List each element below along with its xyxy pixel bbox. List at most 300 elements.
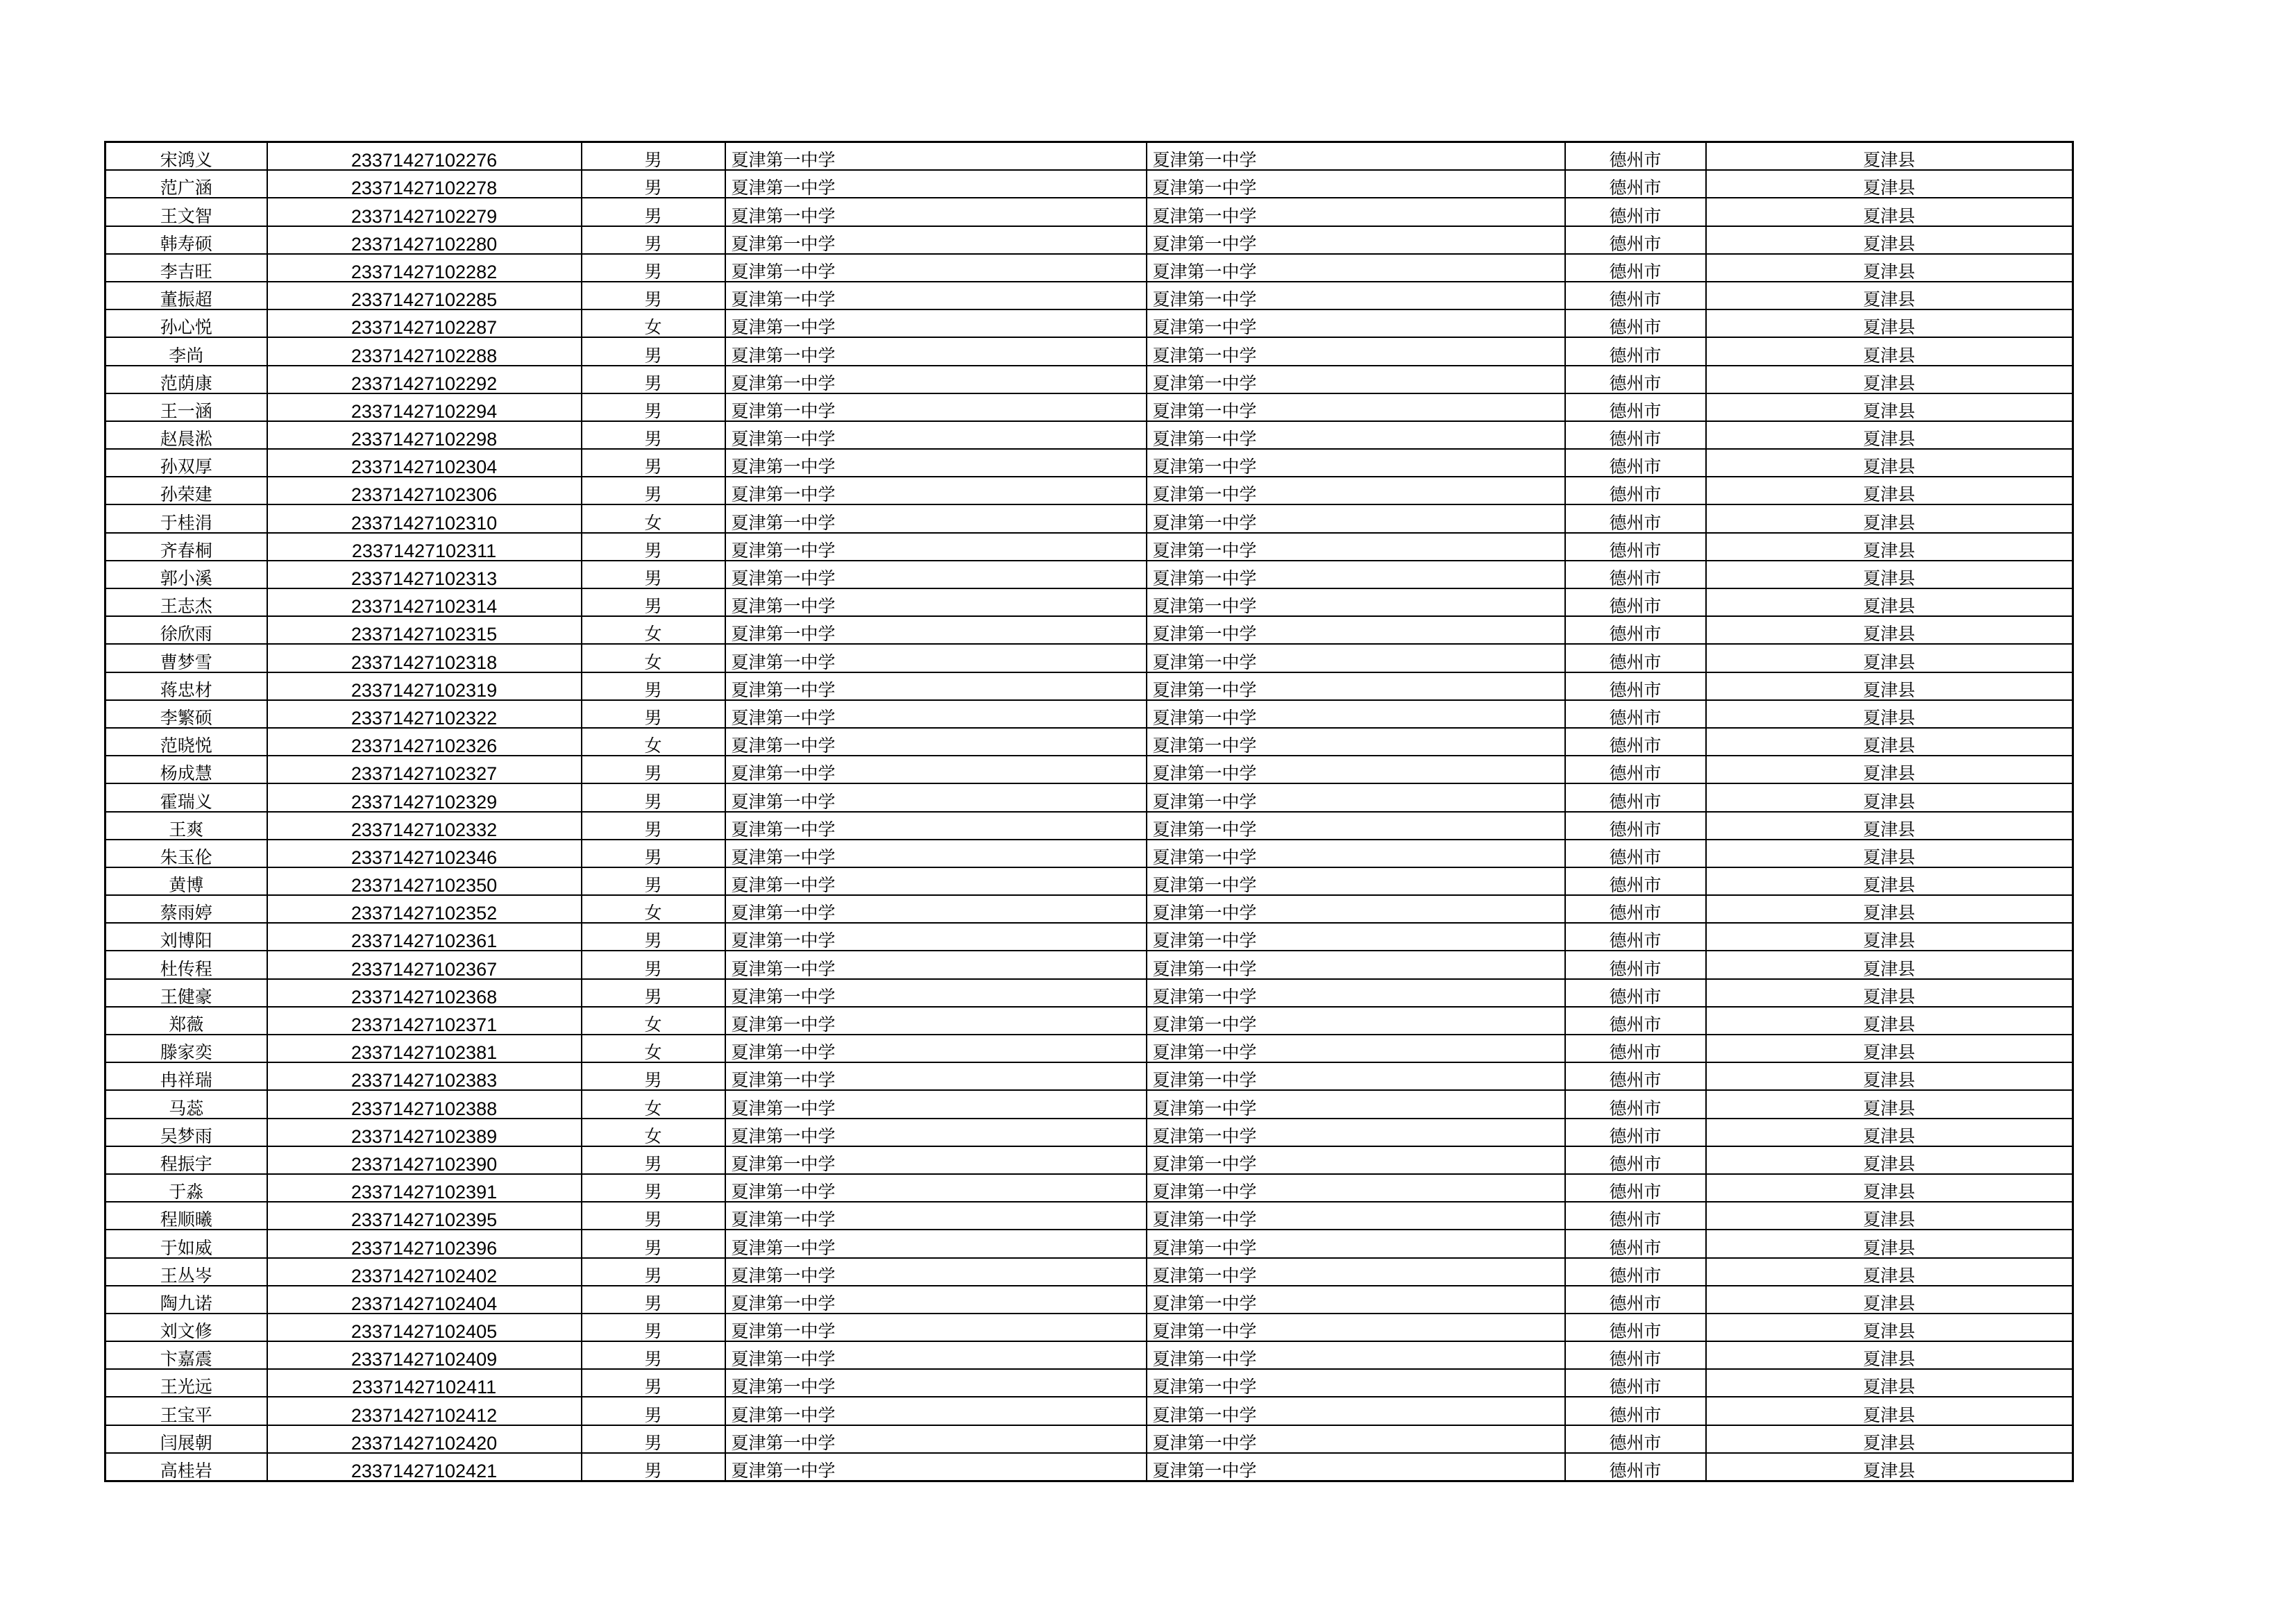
school-name-cell: 夏津第一中学 (725, 366, 1147, 393)
table-row (105, 1314, 2073, 1341)
county-name-cell: 夏津县 (1706, 504, 2073, 532)
gender-cell: 男 (582, 1146, 725, 1174)
exam-site-cell: 夏津第一中学 (1147, 783, 1565, 811)
exam-number-cell: 23371427102388 (267, 1090, 582, 1118)
student-name-cell: 蒋忠材 (105, 672, 267, 700)
gender-cell: 男 (582, 923, 725, 951)
city-name-cell: 德州市 (1565, 198, 1706, 226)
exam-number-cell: 23371427102326 (267, 728, 582, 756)
student-name-cell: 曹梦雪 (105, 644, 267, 672)
county-name-cell: 夏津县 (1706, 728, 2073, 756)
table-row (105, 337, 2073, 365)
exam-site-cell: 夏津第一中学 (1147, 366, 1565, 393)
school-name-cell: 夏津第一中学 (725, 170, 1147, 198)
table-row (105, 504, 2073, 532)
school-name-cell: 夏津第一中学 (725, 421, 1147, 449)
table-row (105, 1369, 2073, 1397)
city-name-cell: 德州市 (1565, 1119, 1706, 1146)
exam-number-cell: 23371427102314 (267, 588, 582, 616)
city-name-cell: 德州市 (1565, 756, 1706, 783)
school-name-cell: 夏津第一中学 (725, 979, 1147, 1007)
exam-site-cell: 夏津第一中学 (1147, 477, 1565, 504)
city-name-cell: 德州市 (1565, 1425, 1706, 1453)
gender-cell: 女 (582, 728, 725, 756)
student-name-cell: 王丛岑 (105, 1258, 267, 1286)
student-name-cell: 王文智 (105, 198, 267, 226)
county-name-cell: 夏津县 (1706, 1286, 2073, 1314)
gender-cell: 男 (582, 254, 725, 282)
exam-number-cell: 23371427102390 (267, 1146, 582, 1174)
exam-site-cell: 夏津第一中学 (1147, 1146, 1565, 1174)
gender-cell: 男 (582, 449, 725, 477)
city-name-cell: 德州市 (1565, 142, 1706, 171)
school-name-cell: 夏津第一中学 (725, 337, 1147, 365)
county-name-cell: 夏津县 (1706, 1119, 2073, 1146)
city-name-cell: 德州市 (1565, 783, 1706, 811)
table-row (105, 1174, 2073, 1202)
exam-site-cell: 夏津第一中学 (1147, 1341, 1565, 1369)
table-row (105, 700, 2073, 728)
exam-number-cell: 23371427102361 (267, 923, 582, 951)
student-name-cell: 韩寿硕 (105, 226, 267, 254)
exam-site-cell: 夏津第一中学 (1147, 1369, 1565, 1397)
exam-site-cell: 夏津第一中学 (1147, 812, 1565, 840)
county-name-cell: 夏津县 (1706, 1397, 2073, 1425)
county-name-cell: 夏津县 (1706, 1453, 2073, 1481)
table-row (105, 1258, 2073, 1286)
school-name-cell: 夏津第一中学 (725, 309, 1147, 337)
gender-cell: 男 (582, 477, 725, 504)
school-name-cell: 夏津第一中学 (725, 728, 1147, 756)
gender-cell: 男 (582, 1230, 725, 1257)
exam-number-cell: 23371427102396 (267, 1230, 582, 1257)
exam-site-cell: 夏津第一中学 (1147, 672, 1565, 700)
exam-number-cell: 23371427102288 (267, 337, 582, 365)
gender-cell: 女 (582, 1007, 725, 1035)
exam-number-cell: 23371427102367 (267, 951, 582, 978)
school-name-cell: 夏津第一中学 (725, 504, 1147, 532)
gender-cell: 男 (582, 337, 725, 365)
gender-cell: 男 (582, 282, 725, 309)
exam-site-cell: 夏津第一中学 (1147, 1397, 1565, 1425)
student-name-cell: 李吉旺 (105, 254, 267, 282)
student-name-cell: 赵晨淞 (105, 421, 267, 449)
gender-cell: 男 (582, 812, 725, 840)
city-name-cell: 德州市 (1565, 1062, 1706, 1090)
city-name-cell: 德州市 (1565, 449, 1706, 477)
exam-site-cell: 夏津第一中学 (1147, 393, 1565, 421)
county-name-cell: 夏津县 (1706, 1258, 2073, 1286)
school-name-cell: 夏津第一中学 (725, 1369, 1147, 1397)
county-name-cell: 夏津县 (1706, 1174, 2073, 1202)
county-name-cell: 夏津县 (1706, 588, 2073, 616)
student-name-cell: 王志杰 (105, 588, 267, 616)
county-name-cell: 夏津县 (1706, 1035, 2073, 1062)
table-row (105, 1007, 2073, 1035)
gender-cell: 男 (582, 170, 725, 198)
student-name-cell: 王一涵 (105, 393, 267, 421)
student-name-cell: 陶九诺 (105, 1286, 267, 1314)
county-name-cell: 夏津县 (1706, 477, 2073, 504)
table-row (105, 477, 2073, 504)
county-name-cell: 夏津县 (1706, 226, 2073, 254)
table-row (105, 812, 2073, 840)
table-row (105, 923, 2073, 951)
exam-number-cell: 23371427102285 (267, 282, 582, 309)
exam-site-cell: 夏津第一中学 (1147, 1035, 1565, 1062)
student-name-cell: 范晓悦 (105, 728, 267, 756)
exam-number-cell: 23371427102327 (267, 756, 582, 783)
county-name-cell: 夏津县 (1706, 840, 2073, 867)
county-name-cell: 夏津县 (1706, 1062, 2073, 1090)
student-name-cell: 霍瑞义 (105, 783, 267, 811)
student-name-cell: 孙双厚 (105, 449, 267, 477)
city-name-cell: 德州市 (1565, 1174, 1706, 1202)
table-row (105, 1341, 2073, 1369)
school-name-cell: 夏津第一中学 (725, 393, 1147, 421)
table-row (105, 1035, 2073, 1062)
exam-site-cell: 夏津第一中学 (1147, 226, 1565, 254)
student-name-cell: 朱玉伦 (105, 840, 267, 867)
gender-cell: 男 (582, 867, 725, 895)
city-name-cell: 德州市 (1565, 254, 1706, 282)
school-name-cell: 夏津第一中学 (725, 1007, 1147, 1035)
exam-site-cell: 夏津第一中学 (1147, 533, 1565, 561)
exam-site-cell: 夏津第一中学 (1147, 170, 1565, 198)
exam-site-cell: 夏津第一中学 (1147, 309, 1565, 337)
school-name-cell: 夏津第一中学 (725, 867, 1147, 895)
student-name-cell: 程振宇 (105, 1146, 267, 1174)
school-name-cell: 夏津第一中学 (725, 282, 1147, 309)
school-name-cell: 夏津第一中学 (725, 616, 1147, 644)
table-row (105, 951, 2073, 978)
table-row (105, 421, 2073, 449)
county-name-cell: 夏津县 (1706, 282, 2073, 309)
gender-cell: 女 (582, 616, 725, 644)
gender-cell: 男 (582, 561, 725, 588)
exam-number-cell: 23371427102332 (267, 812, 582, 840)
exam-number-cell: 23371427102412 (267, 1397, 582, 1425)
exam-number-cell: 23371427102318 (267, 644, 582, 672)
city-name-cell: 德州市 (1565, 1314, 1706, 1341)
county-name-cell: 夏津县 (1706, 951, 2073, 978)
county-name-cell: 夏津县 (1706, 1369, 2073, 1397)
school-name-cell: 夏津第一中学 (725, 1397, 1147, 1425)
gender-cell: 男 (582, 951, 725, 978)
gender-cell: 男 (582, 1314, 725, 1341)
exam-site-cell: 夏津第一中学 (1147, 1119, 1565, 1146)
exam-number-cell: 23371427102420 (267, 1425, 582, 1453)
exam-number-cell: 23371427102298 (267, 421, 582, 449)
exam-number-cell: 23371427102389 (267, 1119, 582, 1146)
city-name-cell: 德州市 (1565, 616, 1706, 644)
city-name-cell: 德州市 (1565, 366, 1706, 393)
exam-site-cell: 夏津第一中学 (1147, 449, 1565, 477)
exam-number-cell: 23371427102278 (267, 170, 582, 198)
city-name-cell: 德州市 (1565, 561, 1706, 588)
county-name-cell: 夏津县 (1706, 421, 2073, 449)
gender-cell: 男 (582, 1425, 725, 1453)
table-row (105, 309, 2073, 337)
school-name-cell: 夏津第一中学 (725, 561, 1147, 588)
city-name-cell: 德州市 (1565, 867, 1706, 895)
school-name-cell: 夏津第一中学 (725, 1062, 1147, 1090)
county-name-cell: 夏津县 (1706, 1425, 2073, 1453)
school-name-cell: 夏津第一中学 (725, 672, 1147, 700)
gender-cell: 男 (582, 588, 725, 616)
table-row (105, 1425, 2073, 1453)
city-name-cell: 德州市 (1565, 533, 1706, 561)
exam-number-cell: 23371427102313 (267, 561, 582, 588)
county-name-cell: 夏津县 (1706, 700, 2073, 728)
city-name-cell: 德州市 (1565, 728, 1706, 756)
exam-site-cell: 夏津第一中学 (1147, 1258, 1565, 1286)
student-name-cell: 王爽 (105, 812, 267, 840)
exam-number-cell: 23371427102411 (267, 1369, 582, 1397)
table-row (105, 1146, 2073, 1174)
exam-site-cell: 夏津第一中学 (1147, 979, 1565, 1007)
exam-site-cell: 夏津第一中学 (1147, 1230, 1565, 1257)
school-name-cell: 夏津第一中学 (725, 226, 1147, 254)
county-name-cell: 夏津县 (1706, 393, 2073, 421)
school-name-cell: 夏津第一中学 (725, 477, 1147, 504)
exam-site-cell: 夏津第一中学 (1147, 616, 1565, 644)
gender-cell: 男 (582, 979, 725, 1007)
exam-number-cell: 23371427102315 (267, 616, 582, 644)
city-name-cell: 德州市 (1565, 393, 1706, 421)
county-name-cell: 夏津县 (1706, 1230, 2073, 1257)
exam-number-cell: 23371427102280 (267, 226, 582, 254)
table-row (105, 1062, 2073, 1090)
exam-site-cell: 夏津第一中学 (1147, 1425, 1565, 1453)
exam-number-cell: 23371427102287 (267, 309, 582, 337)
county-name-cell: 夏津县 (1706, 1090, 2073, 1118)
county-name-cell: 夏津县 (1706, 923, 2073, 951)
exam-site-cell: 夏津第一中学 (1147, 504, 1565, 532)
table-row (105, 366, 2073, 393)
student-name-cell: 闫展朝 (105, 1425, 267, 1453)
school-name-cell: 夏津第一中学 (725, 783, 1147, 811)
county-name-cell: 夏津县 (1706, 616, 2073, 644)
table-row (105, 728, 2073, 756)
student-name-cell: 杨成慧 (105, 756, 267, 783)
exam-number-cell: 23371427102319 (267, 672, 582, 700)
table-row (105, 226, 2073, 254)
gender-cell: 女 (582, 1035, 725, 1062)
school-name-cell: 夏津第一中学 (725, 700, 1147, 728)
student-name-cell: 王光远 (105, 1369, 267, 1397)
table-row (105, 840, 2073, 867)
gender-cell: 男 (582, 142, 725, 171)
table-row (105, 1397, 2073, 1425)
table-row (105, 1202, 2073, 1230)
table-row (105, 672, 2073, 700)
gender-cell: 男 (582, 700, 725, 728)
exam-number-cell: 23371427102310 (267, 504, 582, 532)
student-name-cell: 蔡雨婷 (105, 895, 267, 923)
exam-number-cell: 23371427102346 (267, 840, 582, 867)
county-name-cell: 夏津县 (1706, 142, 2073, 171)
school-name-cell: 夏津第一中学 (725, 588, 1147, 616)
county-name-cell: 夏津县 (1706, 783, 2073, 811)
county-name-cell: 夏津县 (1706, 1314, 2073, 1341)
gender-cell: 男 (582, 421, 725, 449)
student-name-cell: 王宝平 (105, 1397, 267, 1425)
table-row (105, 1286, 2073, 1314)
county-name-cell: 夏津县 (1706, 1146, 2073, 1174)
school-name-cell: 夏津第一中学 (725, 142, 1147, 171)
table-row (105, 895, 2073, 923)
student-name-cell: 范广涵 (105, 170, 267, 198)
school-name-cell: 夏津第一中学 (725, 533, 1147, 561)
city-name-cell: 德州市 (1565, 1369, 1706, 1397)
exam-number-cell: 23371427102352 (267, 895, 582, 923)
county-name-cell: 夏津县 (1706, 867, 2073, 895)
county-name-cell: 夏津县 (1706, 198, 2073, 226)
exam-site-cell: 夏津第一中学 (1147, 588, 1565, 616)
city-name-cell: 德州市 (1565, 170, 1706, 198)
city-name-cell: 德州市 (1565, 1341, 1706, 1369)
gender-cell: 女 (582, 504, 725, 532)
gender-cell: 女 (582, 1119, 725, 1146)
student-name-cell: 孙荣建 (105, 477, 267, 504)
gender-cell: 男 (582, 1062, 725, 1090)
county-name-cell: 夏津县 (1706, 812, 2073, 840)
exam-number-cell: 23371427102306 (267, 477, 582, 504)
gender-cell: 男 (582, 1341, 725, 1369)
exam-site-cell: 夏津第一中学 (1147, 561, 1565, 588)
exam-site-cell: 夏津第一中学 (1147, 867, 1565, 895)
city-name-cell: 德州市 (1565, 1035, 1706, 1062)
city-name-cell: 德州市 (1565, 672, 1706, 700)
exam-number-cell: 23371427102292 (267, 366, 582, 393)
exam-number-cell: 23371427102371 (267, 1007, 582, 1035)
exam-number-cell: 23371427102294 (267, 393, 582, 421)
city-name-cell: 德州市 (1565, 1230, 1706, 1257)
city-name-cell: 德州市 (1565, 282, 1706, 309)
student-name-cell: 于桂涓 (105, 504, 267, 532)
school-name-cell: 夏津第一中学 (725, 644, 1147, 672)
table-row (105, 254, 2073, 282)
student-name-cell: 徐欣雨 (105, 616, 267, 644)
school-name-cell: 夏津第一中学 (725, 1258, 1147, 1286)
gender-cell: 女 (582, 1090, 725, 1118)
school-name-cell: 夏津第一中学 (725, 895, 1147, 923)
exam-number-cell: 23371427102276 (267, 142, 582, 171)
table-row (105, 561, 2073, 588)
exam-site-cell: 夏津第一中学 (1147, 644, 1565, 672)
county-name-cell: 夏津县 (1706, 309, 2073, 337)
exam-site-cell: 夏津第一中学 (1147, 1007, 1565, 1035)
county-name-cell: 夏津县 (1706, 254, 2073, 282)
student-name-cell: 于淼 (105, 1174, 267, 1202)
exam-site-cell: 夏津第一中学 (1147, 1286, 1565, 1314)
school-name-cell: 夏津第一中学 (725, 756, 1147, 783)
table-row (105, 282, 2073, 309)
exam-site-cell: 夏津第一中学 (1147, 254, 1565, 282)
gender-cell: 男 (582, 1174, 725, 1202)
student-name-cell: 高桂岩 (105, 1453, 267, 1481)
gender-cell: 男 (582, 783, 725, 811)
student-name-cell: 杜传程 (105, 951, 267, 978)
exam-site-cell: 夏津第一中学 (1147, 198, 1565, 226)
school-name-cell: 夏津第一中学 (725, 1035, 1147, 1062)
city-name-cell: 德州市 (1565, 588, 1706, 616)
city-name-cell: 德州市 (1565, 895, 1706, 923)
table-row (105, 756, 2073, 783)
table-row (105, 1230, 2073, 1257)
city-name-cell: 德州市 (1565, 1202, 1706, 1230)
exam-site-cell: 夏津第一中学 (1147, 142, 1565, 171)
exam-site-cell: 夏津第一中学 (1147, 421, 1565, 449)
student-name-cell: 滕家奕 (105, 1035, 267, 1062)
county-name-cell: 夏津县 (1706, 644, 2073, 672)
student-name-cell: 范荫康 (105, 366, 267, 393)
gender-cell: 男 (582, 1286, 725, 1314)
exam-number-cell: 23371427102391 (267, 1174, 582, 1202)
city-name-cell: 德州市 (1565, 979, 1706, 1007)
exam-site-cell: 夏津第一中学 (1147, 1202, 1565, 1230)
exam-site-cell: 夏津第一中学 (1147, 1174, 1565, 1202)
school-name-cell: 夏津第一中学 (725, 449, 1147, 477)
exam-site-cell: 夏津第一中学 (1147, 282, 1565, 309)
exam-number-cell: 23371427102304 (267, 449, 582, 477)
city-name-cell: 德州市 (1565, 504, 1706, 532)
exam-number-cell: 23371427102402 (267, 1258, 582, 1286)
county-name-cell: 夏津县 (1706, 756, 2073, 783)
exam-number-cell: 23371427102311 (267, 533, 582, 561)
table-row (105, 142, 2073, 171)
student-name-cell: 董振超 (105, 282, 267, 309)
gender-cell: 男 (582, 1397, 725, 1425)
table-row (105, 783, 2073, 811)
school-name-cell: 夏津第一中学 (725, 1174, 1147, 1202)
city-name-cell: 德州市 (1565, 477, 1706, 504)
table-row (105, 588, 2073, 616)
school-name-cell: 夏津第一中学 (725, 1202, 1147, 1230)
city-name-cell: 德州市 (1565, 1090, 1706, 1118)
city-name-cell: 德州市 (1565, 1258, 1706, 1286)
student-name-cell: 程顺曦 (105, 1202, 267, 1230)
school-name-cell: 夏津第一中学 (725, 1453, 1147, 1481)
table-row (105, 1090, 2073, 1118)
county-name-cell: 夏津县 (1706, 1202, 2073, 1230)
school-name-cell: 夏津第一中学 (725, 198, 1147, 226)
exam-site-cell: 夏津第一中学 (1147, 756, 1565, 783)
exam-number-cell: 23371427102395 (267, 1202, 582, 1230)
gender-cell: 女 (582, 644, 725, 672)
city-name-cell: 德州市 (1565, 309, 1706, 337)
exam-site-cell: 夏津第一中学 (1147, 700, 1565, 728)
student-name-cell: 于如威 (105, 1230, 267, 1257)
city-name-cell: 德州市 (1565, 421, 1706, 449)
exam-site-cell: 夏津第一中学 (1147, 1062, 1565, 1090)
student-name-cell: 李尚 (105, 337, 267, 365)
county-name-cell: 夏津县 (1706, 561, 2073, 588)
school-name-cell: 夏津第一中学 (725, 812, 1147, 840)
table-row (105, 644, 2073, 672)
exam-site-cell: 夏津第一中学 (1147, 951, 1565, 978)
exam-site-cell: 夏津第一中学 (1147, 1453, 1565, 1481)
gender-cell: 男 (582, 756, 725, 783)
gender-cell: 男 (582, 672, 725, 700)
city-name-cell: 德州市 (1565, 951, 1706, 978)
table-row (105, 170, 2073, 198)
student-name-cell: 刘博阳 (105, 923, 267, 951)
city-name-cell: 德州市 (1565, 840, 1706, 867)
exam-number-cell: 23371427102404 (267, 1286, 582, 1314)
exam-site-cell: 夏津第一中学 (1147, 923, 1565, 951)
